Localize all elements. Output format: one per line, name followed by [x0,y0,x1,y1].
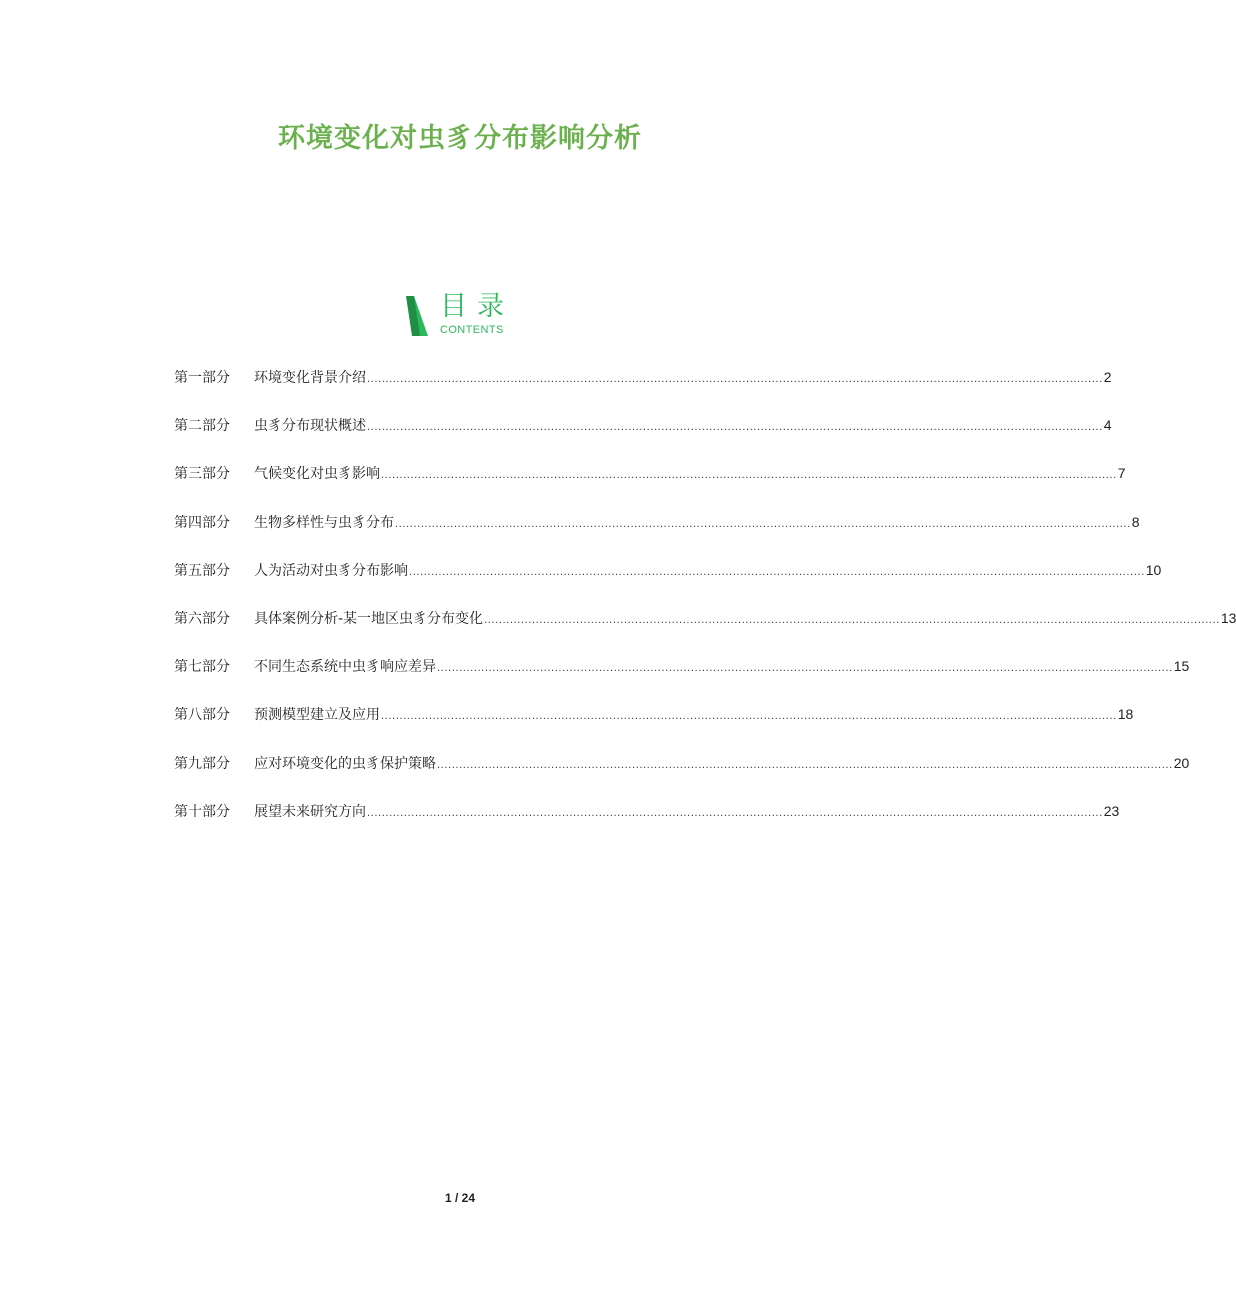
toc-entry-page: 2 [1103,369,1112,385]
toc-entry-page: 23 [1103,802,1120,819]
toc-entry[interactable] [174,511,1140,559]
toc-entry-page: 8 [1131,513,1140,530]
toc-leader-dots: ........................................................................................................................................................................................................ [381,711,1117,723]
toc-entry-title: 人为活动对虫豸分布影响 [254,562,408,579]
toc-entry-page: 7 [1117,465,1126,482]
toc-entry[interactable] [174,752,1190,800]
toc-entry-page: 18 [1117,706,1134,723]
toc-entry-title: 不同生态系统中虫豸响应差异 [254,659,436,676]
toc-entry[interactable] [174,366,1112,414]
toc-entry[interactable] [174,607,1236,655]
toc-leader-dots: ........................................................................................................................................................................................................ [484,614,1220,626]
toc-entry-page: 20 [1173,754,1190,771]
toc-entry-part: 第十部分 [174,803,230,820]
toc-entry-part: 第二部分 [174,418,230,435]
toc-entry-title: 环境变化背景介绍 [254,370,366,386]
toc-entry[interactable] [174,559,1162,607]
toc-leader-dots: ........................................................................................................................................................................................................ [367,374,1103,385]
toc-entry-title: 虫豸分布现状概述 [254,418,366,435]
toc-leader-dots: ........................................................................................................................................................................................................ [409,566,1145,578]
toc-entry-title: 预测模型建立及应用 [254,707,380,724]
toc-entry[interactable] [174,800,1120,848]
document-title: 环境变化对虫豸分布影响分析 [278,123,642,154]
toc-entry[interactable] [174,414,1112,462]
toc-entry[interactable] [174,655,1190,703]
toc-entry-title: 展望未来研究方向 [254,803,366,820]
toc-entry-page: 10 [1145,561,1162,578]
toc-entry-part: 第九部分 [174,755,230,772]
toc-entry-page: 4 [1103,417,1112,434]
toc-entry-part: 第三部分 [174,466,230,483]
toc-entry-part: 第一部分 [174,370,230,386]
toc-entry-title: 应对环境变化的虫豸保护策略 [254,755,436,772]
toc-leader-dots: ........................................................................................................................................................................................................ [381,470,1117,482]
toc-leader-dots: ........................................................................................................................................................................................................ [395,518,1131,530]
toc-entry-part: 第八部分 [174,707,230,724]
toc-leader-dots: ........................................................................................................................................................................................................ [437,759,1173,771]
toc-leader-dots: ........................................................................................................................................................................................................ [367,807,1103,819]
toc-entry-title: 具体案例分析-某一地区虫豸分布变化 [254,610,484,627]
toc-subtitle: CONTENTS [440,324,504,336]
toc-title: 目录 [440,291,514,322]
toc-entry[interactable] [174,462,1126,510]
toc-entry-title: 生物多样性与虫豸分布 [254,514,394,531]
toc-leader-dots: ........................................................................................................................................................................................................ [367,422,1103,434]
toc-entry-page: 13 [1220,609,1236,626]
toc-entry[interactable] [174,703,1134,751]
toc-leader-dots: ........................................................................................................................................................................................................ [437,663,1173,675]
toc-heading [404,292,534,340]
toc-list [174,366,1236,848]
toc-entry-page: 15 [1173,658,1190,675]
toc-entry-part: 第七部分 [174,659,230,676]
toc-entry-part: 第六部分 [174,610,230,627]
toc-entry-part: 第五部分 [174,562,230,579]
page-indicator: 1 / 24 [444,1191,476,1205]
toc-bar-icon [404,296,430,338]
toc-entry-title: 气候变化对虫豸影响 [254,466,380,483]
toc-entry-part: 第四部分 [174,514,230,531]
